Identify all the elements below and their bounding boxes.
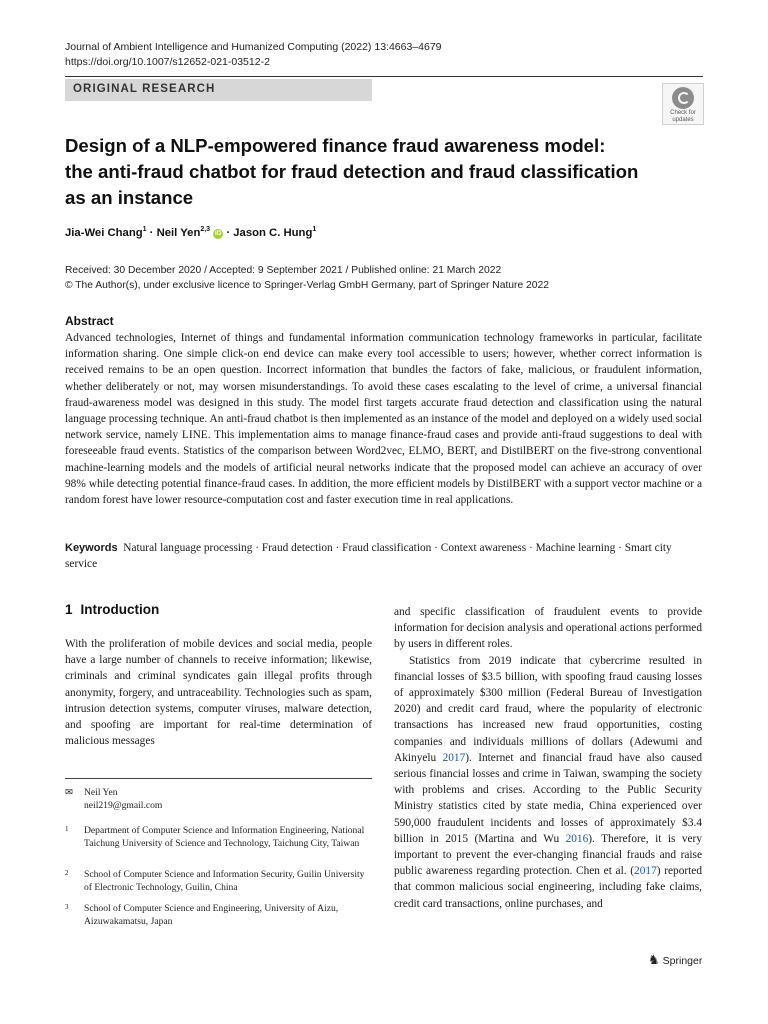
affiliation-item — [65, 902, 372, 929]
corresponding-name: Neil Yen — [84, 787, 118, 798]
orcid-icon[interactable]: iD — [214, 229, 222, 237]
affiliation-text: School of Computer Science and Information Security, Guilin University of Electronic Technology, Guilin, China — [84, 869, 365, 894]
abstract-heading: Abstract — [65, 314, 114, 328]
article-type-label: ORIGINAL RESEARCH — [73, 83, 216, 95]
section-title: Introduction — [80, 602, 160, 617]
title-line: as an instance — [65, 187, 194, 208]
publisher-name: Springer — [662, 955, 703, 967]
corresponding-author — [65, 786, 372, 813]
article-title — [65, 133, 665, 211]
citation-link[interactable]: 2017 — [634, 865, 657, 878]
author-list: Jia-Wei Chang$^1$ · Neil Yen$^{2,3}$ iD · Jason C. Hung$^1$ — [65, 226, 317, 239]
footnote-rule — [65, 778, 372, 779]
keywords-block — [65, 540, 702, 572]
copyright-notice: © The Author(s), under exclusive licence to Springer-Verlag GmbH Germany, part of Springer Nature 2022 — [65, 279, 549, 291]
envelope-icon: ✉ — [65, 787, 74, 798]
history-dates: Received: 30 December 2020 / Accepted: 9 September 2021 / Published online: 21 March 2022 — [65, 265, 502, 276]
section-heading — [65, 602, 159, 617]
check-updates-icon — [672, 87, 694, 109]
keywords-list: Natural language processing · Fraud detection · Fraud classification · Context awareness · Machine learning · Smart city service — [65, 542, 672, 571]
check-updates-text: Check for updates — [670, 110, 696, 123]
affiliation-number: 2 — [65, 869, 69, 877]
author-affiliation-mark: 1 — [312, 226, 317, 233]
check-for-updates-badge[interactable] — [662, 83, 704, 125]
paragraph: and specific classification of fraudulent events to provide information for decision analysis and operational actions performed by users in different roles. — [394, 606, 702, 651]
author-name[interactable]: Jason C. Hung — [233, 226, 313, 239]
author-affiliation-mark: 1 — [142, 226, 147, 233]
author-name[interactable]: Neil Yen — [156, 226, 201, 239]
keywords-heading: Keywords — [65, 542, 118, 554]
affiliation-text: School of Computer Science and Engineering, University of Aizu, Aizuwakamatsu, Japan — [84, 903, 339, 928]
paragraph: With the proliferation of mobile devices and social media, people have a large number of channels to receive information; likewise, criminals and criminal syndicates gain illegal profits through anonymity, forgery, and untraceability. Technologies such as spam, intrusion detection systems, computer viruses, malware detection, and spoofing are important for real-time determination of malicious messages — [65, 638, 372, 748]
doi-link[interactable]: https://doi.org/10.1007/s12652-021-03512-2 — [65, 56, 270, 68]
citation-link[interactable]: 2017 — [442, 751, 466, 764]
section-number: 1 — [65, 602, 73, 617]
affiliation-item — [65, 824, 372, 851]
publisher-logo — [648, 952, 702, 968]
abstract-body: Advanced technologies, Internet of things and fundamental information communication technology frameworks in particular, facilitate information sharing. One simple click-on end device can make every tool accessible to users; however, whether correct information is received remains to be an open question. Incorrect information that bundles the factors of fake, malicious, or fraudulent information, whether deliberately or not, may worsen misunderstandings. To avoid these cases escalating to the level of crime, a universal financial fraud-awareness model was designed in this study. The model first targets accurate fraud detection and classification using the natural language processing technique. An anti-fraud chatbot is then implemented as an instance of the model and deployed on a widely used social network service, namely LINE. This implementation aims to manage finance-fraud cases and provide anti-fraud suggestions to deal with foreseeable fraud events. Statistics of the comparison between Word2vec, ELMO, BERT, and DistilBERT on the five-strong conventional machine-learning models and the models of artificial neural networks indicate that the proposed model can achieve an accuracy of over 98% while detecting potential finance-fraud cases. In addition, the more efficient models by DistilBERT with a support vector machine or a random forest have lower resource-computation cost and faster execution time in real applications. — [65, 332, 702, 507]
author-affiliation-mark: 2,3 — [200, 226, 211, 233]
title-line: the anti-fraud chatbot for fraud detection and fraud classification — [65, 161, 639, 182]
affiliation-number: 3 — [65, 903, 69, 911]
paragraph: Statistics from 2019 indicate that cybercrime resulted in financial losses of $3.5 billion, with spoofing fraud causing losses of approximately $300 million (Federal Bureau of Investigation 2020) and credit card fraud, where the popularity of electronic transactions has increased new fraud opportunities, costing companies and individuals millions of dollars (Adewumi and Akinyelu 2017). Internet and financial fraud have also caused serious financial losses and crime in Taiwan, swamping the society with problems and crises. According to the Public Security Ministry statistics cited by state media, China experienced over 590,000 fraudulent incidents and losses of approximately $3.4 billion in 2015 (Martina and Wu 2016). Therefore, it is very important to prevent the ever-changing financial frauds and raise public awareness regarding protection. Chen et al. (2017) reported that common malicious social engineering, including fake claims, credit card transactions, online purchases, and — [394, 654, 703, 910]
citation-link[interactable]: 2016 — [565, 832, 589, 845]
publication-dates — [65, 264, 549, 293]
affiliation-item — [65, 868, 372, 895]
journal-header — [65, 40, 442, 70]
title-line: Design of a NLP-empowered finance fraud awareness model: — [65, 135, 606, 156]
header-rule — [65, 76, 703, 77]
author-name[interactable]: Jia-Wei Chang — [65, 226, 143, 239]
affiliation-text: Department of Computer Science and Information Engineering, National Taichung University of Science and Technology, Taichung City, Taiwan — [84, 825, 365, 850]
journal-citation: Journal of Ambient Intelligence and Humanized Computing (2022) 13:4663–4679 — [65, 41, 442, 53]
right-column — [394, 604, 702, 912]
springer-horse-icon: ♞ — [648, 952, 660, 967]
email-link[interactable]: neil219@gmail.com — [84, 800, 163, 812]
affiliation-number: 1 — [65, 825, 69, 833]
article-type-banner — [65, 79, 372, 101]
left-column — [65, 636, 372, 749]
